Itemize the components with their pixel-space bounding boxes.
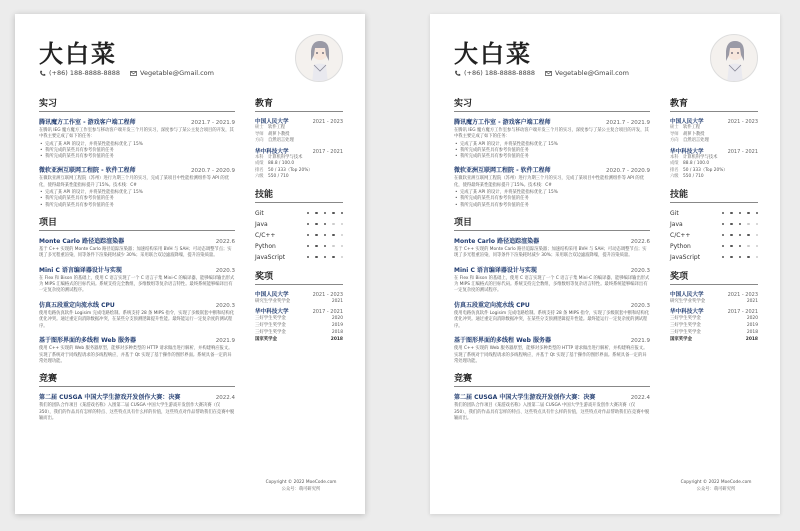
entry-title: 腾讯魔方工作室 - 游戏客户端工程师: [454, 119, 551, 126]
detail-key: 方向: [255, 138, 264, 143]
skill-dot: [730, 212, 733, 215]
award-row: [255, 336, 343, 343]
skill-dot: [730, 245, 733, 248]
left-column: [454, 96, 650, 428]
project-entry: [39, 236, 235, 260]
award-school-date: 2017 - 2021: [312, 308, 343, 315]
school-date: 2017 - 2021: [312, 148, 343, 155]
detail-key: 排名: [255, 167, 264, 173]
entry-title: 仿真五段重定向流水线 CPU: [454, 301, 530, 309]
award-name: 三好学生奖学金: [670, 330, 701, 336]
detail-value: 胡萝卜教授: [268, 131, 290, 137]
skill-name: JavaScript: [670, 253, 701, 261]
skill-dot: [722, 234, 725, 237]
detail-value: 胡萝卜教授: [683, 131, 705, 137]
skill-dot: [722, 223, 725, 226]
bullet-item: • 完成了某 API 的设计，并将某性能指标优化了 15%: [39, 142, 235, 148]
skill-dot: [307, 212, 310, 215]
right-column: [670, 96, 758, 344]
detail-value: 软件工程: [683, 125, 701, 130]
skill-row: [255, 230, 343, 241]
award-name: 三好学生奖学金: [255, 322, 286, 328]
award-school: [255, 290, 343, 298]
skill-level-dots: [307, 256, 344, 259]
left-column: [39, 96, 235, 428]
entry-desc: 在腾讯 IEG 魔方魔方工作室参与移动客户端开发三个月的实习，深度参与了某公主复合项目的开发，其中我主要完成了如下的任务：: [454, 128, 649, 140]
education-list: [255, 117, 343, 181]
resume-name: 大白菜: [39, 40, 117, 68]
entry-date: 2021.7 - 2021.9: [606, 120, 650, 126]
entry-desc: 使用电路仿真软件 Logisim 完成电路绘制。系统支持 28 条 MIPS 指令，实现了多级嵌套中断和结构化优化冲突。通过重定向消除数据冲突，在某些分支预测逻辑提升性能。最终能运行一定复杂度的测试程序。: [39, 310, 235, 329]
bullet-item: • 完成了某 API 的设计，并将某性能指标优化了 15%: [39, 190, 235, 196]
entry-date: 2021.7 - 2021.9: [191, 120, 235, 126]
award-year: 2018: [331, 330, 343, 336]
award-row: [255, 322, 343, 329]
skill-dot: [722, 212, 725, 215]
detail-key: 导师: [670, 131, 679, 137]
skill-row: [255, 208, 343, 219]
project-entry: [39, 300, 235, 330]
entry-date: 2020.7 - 2020.9: [191, 168, 235, 175]
project-list: [454, 236, 650, 365]
award-year: 2018: [745, 337, 758, 343]
section-title-awards: 奖项: [670, 269, 758, 285]
section-title-competition: 竞赛: [39, 371, 235, 387]
email-address: Vegetable@Gmail.com: [555, 69, 629, 77]
section-title-internship: 实习: [454, 96, 650, 112]
skill-name: Python: [670, 242, 691, 250]
skill-dot: [332, 234, 335, 237]
internship-list: [454, 117, 650, 209]
skill-row: [255, 241, 343, 252]
skill-dot: [315, 212, 318, 215]
project-list: [39, 236, 235, 365]
detail-key: 六级: [670, 174, 679, 179]
entry-desc: 在腾讯 IEG 魔方魔方工作室参与移动客户端开发三个月的实习，深度参与了某公主复合项目的开发，其中我主要完成了如下的任务：: [39, 128, 234, 140]
entry-title: Mini C 语言编译器设计与实现: [39, 266, 122, 274]
award-school: [255, 307, 343, 315]
skill-name: Python: [255, 242, 276, 250]
detail-key: 排名: [670, 167, 679, 173]
skill-row: [670, 230, 758, 241]
award-school-name: 中国人民大学: [255, 291, 289, 298]
skill-dot: [332, 256, 335, 259]
award-school-name: 华中科技大学: [670, 308, 704, 315]
resume-page-right: [430, 14, 780, 514]
email-address: Vegetable@Gmail.com: [140, 69, 214, 77]
entry-title: Monte Carlo 路径追踪渲染器: [39, 237, 125, 245]
entry-date: 2020.3: [630, 267, 650, 274]
section-title-awards: 奖项: [255, 269, 343, 285]
detail-key: 六级: [255, 174, 264, 179]
skill-name: Git: [670, 209, 679, 217]
award-year: 2020: [331, 315, 343, 321]
detail-key: 成绩: [670, 161, 679, 166]
resume-page-left: [15, 14, 365, 514]
award-name: 三好学生奖学金: [255, 315, 286, 321]
bullet-item: • 我所完成的某些具有参考价值的任务: [454, 148, 650, 154]
detail-key: 硕士: [670, 125, 679, 130]
school-date: 2017 - 2021: [727, 148, 758, 155]
skill-dot: [341, 234, 344, 237]
entry-title: 腾讯魔方工作室 - 游戏客户端工程师: [39, 119, 136, 126]
skill-level-dots: [307, 212, 344, 215]
award-school-name: 中国人民大学: [670, 291, 704, 298]
competition-desc: 我们的团队合作项目《某游戏名称》入围第二届 CUSGA 中国大学生游戏开发创作大赛决赛（仅 350），我们的作品具有怎样的特点、这些特点具有什么样的价值，这些特点对作品帮助我们在竞赛中脱颖而出。: [454, 403, 650, 422]
skill-dot: [324, 212, 327, 215]
skill-dot: [747, 234, 750, 237]
skill-dot: [307, 234, 310, 237]
skill-dot: [307, 256, 310, 259]
skill-dot: [739, 256, 742, 259]
section-title-internship: 实习: [39, 96, 235, 112]
skill-dot: [739, 223, 742, 226]
competition-entry: [454, 392, 650, 422]
award-year: 2019: [331, 322, 343, 328]
detail-value: 自然语言处理: [683, 138, 709, 143]
entry-date: 2020.7 - 2020.9: [606, 168, 650, 175]
contact-bar: [39, 69, 214, 77]
award-row: [255, 298, 343, 305]
entry-desc: 基于 C++ 实现的 Monte Carlo 路径追踪渲染器；加速结构采用 BVH 与 SAH；可动态调整节点；实现了多光程重渲染，同等条件下渲染耗时减少 30%；采用联合双边滤波降噪，提升渲染质量。: [454, 246, 647, 259]
detail-value: 88.8 / 100.0: [268, 161, 295, 166]
education-detail: [255, 138, 343, 145]
award-year: 2018: [746, 330, 758, 336]
internship-entry: [454, 165, 650, 208]
skill-level-dots: [307, 234, 344, 237]
skill-dot: [730, 223, 733, 226]
bullet-item: • 我所完成的某些具有参考价值的任务: [39, 203, 235, 209]
entry-desc: 使用 C++ 实现的 Web 服务器原型，能够对多种类型的 HTTP 请求做出进行解析、并构建响应报文。实现了系统对于同线程请求的多线程响应，并基于 Qt 实现了基于操作的图形界面。系统具备一定的异常处理功能。: [454, 346, 648, 364]
entry-title: 基于图形界面的多线程 Web 服务器: [39, 337, 136, 345]
entry-desc: 基于 C++ 实现的 Monte Carlo 路径追踪渲染器；加速结构采用 BVH 与 SAH；可动态调整节点；实现了多光程重渲染，同等条件下渲染耗时减少 30%；采用联合双边滤波降噪，提升渲染质量。: [39, 246, 232, 259]
skill-list: [670, 208, 758, 263]
school-date: 2021 - 2023: [312, 119, 343, 125]
skill-dot: [756, 234, 759, 237]
award-list: [255, 290, 343, 344]
footer-org: 公众号：萌可研究所: [281, 486, 321, 492]
skill-level-dots: [722, 223, 759, 226]
anime-avatar-icon: [711, 35, 758, 82]
entry-title: 微软亚洲互联网工程院 - 软件工程师: [454, 167, 551, 175]
entry-date: 2021.9: [630, 338, 650, 345]
skill-name: JavaScript: [255, 253, 286, 261]
skill-name: C/C++: [670, 231, 691, 239]
bullet-item: • 我所完成的某些具有参考价值的任务: [39, 196, 235, 202]
skill-dot: [739, 212, 742, 215]
award-name: 三好学生奖学金: [255, 330, 286, 336]
bullet-list: [39, 142, 235, 161]
detail-value: 550 / 710: [683, 174, 704, 179]
entry-date: 2021.9: [215, 338, 235, 345]
entry-desc: 在 Flex 和 Bison 的基础上，使用 C 语言实现了一个 C 语言子集 Mini-C 的编译器。能够编译输出形式为 MIPS 汇编格式的目标代码。系统支持完全数组，多维数组等复杂语言特性。最终系统能够编译出有一定复杂度的测试程序。: [39, 275, 235, 294]
skill-dot: [307, 245, 310, 248]
skill-dot: [341, 223, 344, 226]
award-name: 研究生学业奖学金: [255, 298, 291, 304]
detail-key: 本科: [670, 154, 679, 160]
project-entry: [454, 265, 650, 295]
award-row: [255, 329, 343, 336]
education-detail: [670, 138, 758, 145]
internship-entry: [454, 117, 650, 160]
right-column: [255, 96, 343, 344]
skill-name: Java: [670, 220, 683, 228]
entry-date: 2022.6: [215, 238, 235, 245]
detail-value: 550 / 710: [268, 174, 289, 179]
skill-dot: [315, 256, 318, 259]
skill-level-dots: [722, 234, 759, 237]
phone-icon: [454, 70, 461, 77]
detail-key: 硕士: [255, 125, 264, 130]
award-row: [670, 298, 758, 305]
award-school-name: 华中科技大学: [255, 308, 289, 315]
award-school: [670, 307, 758, 315]
skill-dot: [315, 234, 318, 237]
skill-row: [670, 241, 758, 252]
footer: [259, 480, 343, 493]
award-school-date: 2021 - 2023: [312, 291, 343, 298]
skill-row: [255, 252, 343, 263]
internship-entry: [39, 117, 235, 160]
education-detail: [255, 174, 343, 181]
skill-dot: [341, 245, 344, 248]
skill-dot: [341, 212, 344, 215]
competition-desc: 我们的团队合作项目《某游戏名称》入围第二届 CUSGA 中国大学生游戏开发创作大赛决赛（仅 350），我们的作品具有怎样的特点、这些特点具有什么样的价值，这些特点对作品帮助我们在竞赛中脱颖而出。: [39, 403, 235, 422]
skill-dot: [332, 223, 335, 226]
award-list: [670, 290, 758, 344]
detail-value: 软件工程: [268, 125, 286, 130]
internship-entry: [39, 165, 235, 208]
education-entry: [670, 117, 758, 125]
award-name: 研究生学业奖学金: [670, 298, 706, 304]
education-list: [670, 117, 758, 181]
entry-title: 仿真五段重定向流水线 CPU: [39, 301, 115, 309]
school-name: 华中科技大学: [670, 148, 704, 155]
entry-desc: 使用电路仿真软件 Logisim 完成电路绘制。系统支持 28 条 MIPS 指令，实现了多级嵌套中断和结构化优化冲突。通过重定向消除数据冲突，在某些分支预测逻辑提升性能。最终能运行一定复杂度的测试程序。: [454, 310, 650, 329]
skill-dot: [722, 256, 725, 259]
detail-value: 50 / 333（Top 20%）: [683, 167, 728, 173]
project-entry: [454, 236, 650, 260]
bullet-item: • 我所完成的某些具有参考价值的任务: [454, 154, 650, 160]
entry-date: 2020.3: [215, 302, 235, 309]
award-row: [670, 329, 758, 336]
award-year: 2021: [746, 298, 758, 304]
education-detail: [670, 174, 758, 181]
section-title-education: 教育: [255, 96, 343, 112]
resume-name: 大白菜: [454, 40, 532, 68]
detail-value: 计算机科学与技术: [268, 154, 303, 160]
entry-desc: 使用 C++ 实现的 Web 服务器原型，能够对多种类型的 HTTP 请求做出进行解析、并构建响应报文。实现了系统对于同线程请求的多线程响应，并基于 Qt 实现了基于操作的图形界面。系统具备一定的异常处理功能。: [39, 346, 233, 364]
detail-value: 自然语言处理: [268, 138, 294, 143]
footer-copyright: Copyright © 2022 MoeCode.com: [680, 480, 752, 485]
education-entry: [255, 147, 343, 155]
award-year: 2020: [746, 315, 758, 321]
skill-level-dots: [722, 256, 759, 259]
skill-dot: [307, 223, 310, 226]
bullet-list: [454, 142, 650, 161]
entry-date: 2022.6: [630, 238, 650, 245]
project-entry: [454, 335, 650, 365]
skill-dot: [730, 256, 733, 259]
skill-list: [255, 208, 343, 263]
competition-title: 第二届 CUSGA 中国大学生游戏开发创作大赛：决赛: [39, 394, 181, 402]
award-row: [670, 336, 758, 343]
footer-org: 公众号：萌可研究所: [696, 486, 736, 492]
award-year: 2019: [746, 322, 758, 328]
award-name: 国家奖学金: [255, 337, 277, 343]
bullet-item: • 完成了某 API 的设计，并将某性能指标优化了 15%: [454, 142, 650, 148]
bullet-list: [39, 190, 235, 209]
anime-avatar-icon: [296, 35, 343, 82]
skill-dot: [739, 245, 742, 248]
competition-date: 2022.4: [630, 395, 650, 402]
competition-entry: [39, 392, 235, 422]
award-school-date: 2017 - 2021: [727, 308, 758, 315]
entry-desc: 在微软亚洲互联网工程院（苏州）进行为期三个月的实习，完成了某项目中性能检测组件等 API 的优化，使得最终某性能指标提升了15%。技术栈：C#: [454, 176, 644, 188]
skill-dot: [739, 234, 742, 237]
mail-icon: [130, 70, 137, 77]
skill-row: [670, 219, 758, 230]
skill-level-dots: [307, 245, 344, 248]
skill-row: [670, 252, 758, 263]
award-name: 三好学生奖学金: [670, 315, 701, 321]
entry-date: 2020.3: [630, 302, 650, 309]
entry-title: 基于图形界面的多线程 Web 服务器: [454, 337, 551, 345]
award-row: [670, 315, 758, 322]
skill-dot: [747, 223, 750, 226]
skill-dot: [747, 212, 750, 215]
section-title-projects: 项目: [39, 215, 235, 231]
skill-dot: [324, 223, 327, 226]
contact-bar: [454, 69, 629, 77]
section-title-skills: 技能: [670, 187, 758, 203]
entry-date: 2020.3: [215, 267, 235, 274]
skill-dot: [341, 256, 344, 259]
award-name: 国家奖学金: [670, 337, 692, 343]
skill-dot: [756, 212, 759, 215]
footer: [674, 480, 758, 493]
skill-level-dots: [722, 212, 759, 215]
education-entry: [255, 117, 343, 125]
school-date: 2021 - 2023: [727, 119, 758, 125]
avatar: [710, 34, 758, 82]
skill-dot: [315, 223, 318, 226]
entry-title: 微软亚洲互联网工程院 - 软件工程师: [39, 167, 136, 175]
bullet-item: • 我所完成的某些具有参考价值的任务: [39, 148, 235, 154]
skill-dot: [756, 256, 759, 259]
skill-name: Git: [255, 209, 264, 217]
avatar: [295, 34, 343, 82]
skill-dot: [747, 256, 750, 259]
section-title-skills: 技能: [255, 187, 343, 203]
skill-name: C/C++: [255, 231, 276, 239]
education-entry: [670, 147, 758, 155]
school-name: 中国人民大学: [255, 119, 289, 125]
skill-level-dots: [722, 245, 759, 248]
skill-dot: [722, 245, 725, 248]
skill-dot: [747, 245, 750, 248]
detail-key: 方向: [670, 138, 679, 143]
skill-level-dots: [307, 223, 344, 226]
skill-dot: [324, 256, 327, 259]
award-year: 2018: [330, 337, 343, 343]
detail-value: 88.8 / 100.0: [683, 161, 710, 166]
bullet-list: [454, 190, 650, 209]
skill-row: [255, 219, 343, 230]
award-row: [670, 322, 758, 329]
bullet-item: • 我所完成的某些具有参考价值的任务: [454, 196, 650, 202]
section-title-projects: 项目: [454, 215, 650, 231]
bullet-item: • 完成了某 API 的设计，并将某性能指标优化了 15%: [454, 190, 650, 196]
award-school: [670, 290, 758, 298]
project-entry: [39, 335, 235, 365]
section-title-education: 教育: [670, 96, 758, 112]
skill-dot: [332, 212, 335, 215]
detail-value: 计算机科学与技术: [683, 154, 718, 160]
award-school-date: 2021 - 2023: [727, 291, 758, 298]
award-row: [255, 315, 343, 322]
internship-list: [39, 117, 235, 209]
award-year: 2021: [331, 298, 343, 304]
detail-key: 成绩: [255, 161, 264, 166]
mail-icon: [545, 70, 552, 77]
entry-desc: 在微软亚洲互联网工程院（苏州）进行为期三个月的实习，完成了某项目中性能检测组件等 API 的优化，使得最终某性能指标提升了15%。技术栈：C#: [39, 176, 229, 188]
skill-dot: [324, 245, 327, 248]
award-name: 三好学生奖学金: [670, 322, 701, 328]
detail-value: 50 / 333（Top 20%）: [268, 167, 313, 173]
section-title-competition: 竞赛: [454, 371, 650, 387]
entry-title: Monte Carlo 路径追踪渲染器: [454, 237, 540, 245]
phone-number: (+86) 188-8888-8888: [49, 69, 121, 77]
skill-row: [670, 208, 758, 219]
skill-dot: [756, 223, 759, 226]
school-name: 中国人民大学: [670, 119, 704, 125]
competition-date: 2022.4: [215, 395, 235, 402]
entry-desc: 在 Flex 和 Bison 的基础上，使用 C 语言实现了一个 C 语言子集 Mini-C 的编译器。能够编译输出形式为 MIPS 汇编格式的目标代码。系统支持完全数组，多维数组等复杂语言特性。最终系统能够编译出有一定复杂度的测试程序。: [454, 275, 650, 294]
footer-copyright: Copyright © 2022 MoeCode.com: [265, 480, 337, 485]
entry-title: Mini C 语言编译器设计与实现: [454, 266, 537, 274]
skill-dot: [332, 245, 335, 248]
bullet-item: • 我所完成的某些具有参考价值的任务: [39, 154, 235, 160]
skill-dot: [315, 245, 318, 248]
skill-dot: [324, 234, 327, 237]
bullet-item: • 我所完成的某些具有参考价值的任务: [454, 203, 650, 209]
skill-name: Java: [255, 220, 268, 228]
detail-key: 导师: [255, 131, 264, 137]
competition-title: 第二届 CUSGA 中国大学生游戏开发创作大赛：决赛: [454, 394, 596, 402]
school-name: 华中科技大学: [255, 148, 289, 155]
phone-icon: [39, 70, 46, 77]
skill-dot: [756, 245, 759, 248]
project-entry: [39, 265, 235, 295]
project-entry: [454, 300, 650, 330]
phone-number: (+86) 188-8888-8888: [464, 69, 536, 77]
skill-dot: [730, 234, 733, 237]
detail-key: 本科: [255, 154, 264, 160]
